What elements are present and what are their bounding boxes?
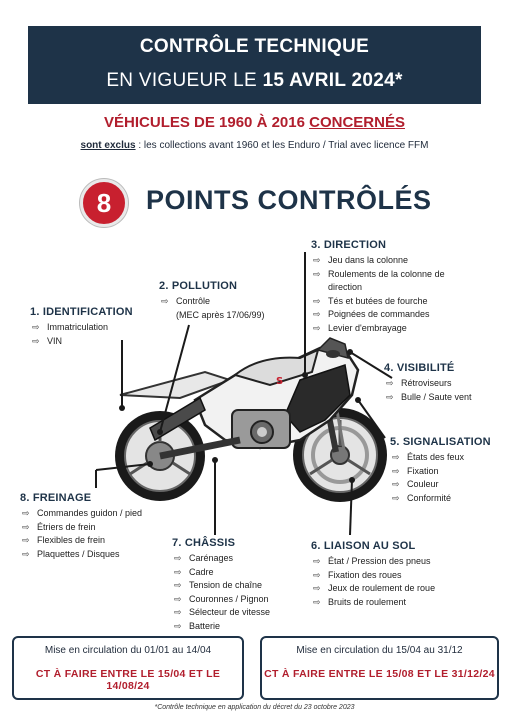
header-title: CONTRÔLE TECHNIQUE	[139, 36, 370, 57]
section-identification-title: 1. IDENTIFICATION	[30, 306, 133, 318]
excluded-text: : les collections avant 1960 et les Enduro / Trial avec licence FFM	[135, 140, 429, 151]
period-box-1	[12, 636, 244, 700]
period-box-2	[260, 636, 499, 700]
section-direction	[311, 239, 445, 335]
list-item: ⇨ Tension de chaîne	[172, 579, 270, 593]
engine	[232, 410, 290, 448]
header-subtitle-date: 15 AVRIL 2024*	[262, 70, 403, 91]
footnote: *Contrôle technique en application du décret du 23 octobre 2023	[154, 704, 355, 711]
vehicles-prefix: VÉHICULES DE 1960 À 2016	[104, 114, 310, 131]
list-item: ⇨ Poignées de commandes	[311, 308, 445, 322]
list-item: ⇨ Couronnes / Pignon	[172, 593, 270, 607]
list-item: ⇨ Roulements de la colonne de	[311, 268, 445, 282]
header-subtitle-prefix: EN VIGUEUR LE	[106, 70, 263, 91]
section-direction-title: 3. DIRECTION	[311, 239, 387, 251]
list-item: ⇨ Jeu dans la colonne	[311, 254, 445, 268]
section-pollution-title: 2. POLLUTION	[159, 280, 238, 292]
section-pollution	[159, 280, 265, 322]
vehicles-underlined: CONCERNÉS	[309, 114, 405, 131]
points-title: POINTS CONTRÔLÉS	[146, 185, 432, 215]
section-identification	[30, 306, 133, 348]
list-item: ⇨ Contrôle	[159, 295, 265, 309]
list-item: ⇨ Rétroviseurs	[384, 377, 472, 391]
section-visibilite-title: 4. VISIBILITÉ	[384, 362, 455, 374]
list-item: direction	[328, 282, 363, 292]
list-item: ⇨ Couleur	[390, 478, 491, 492]
list-item: ⇨ État / Pression des pneus	[311, 555, 435, 569]
section-liaison-au-sol	[311, 540, 435, 609]
list-item: ⇨ Carénages	[172, 552, 270, 566]
period-box-2-dates: Mise en circulation du 15/04 au 31/12	[296, 645, 463, 656]
list-item: ⇨ Plaquettes / Disques	[20, 548, 142, 562]
list-item: ⇨ Fixation des roues	[311, 569, 435, 583]
list-item: ⇨ Fixation	[390, 465, 491, 479]
section-signalisation-title: 5. SIGNALISATION	[390, 436, 491, 448]
section-chassis	[172, 537, 270, 633]
section-chassis-title: 7. CHÂSSIS	[172, 537, 236, 549]
list-item: ⇨ Bulle / Saute vent	[384, 391, 472, 405]
list-item: ⇨ Commandes guidon / pied	[20, 507, 142, 521]
list-item: ⇨ États des feux	[390, 451, 491, 465]
excluded-label: sont exclus	[80, 140, 136, 151]
section-freinage	[20, 492, 142, 561]
list-item: ⇨ Batterie	[172, 620, 270, 634]
list-item: ⇨ Flexibles de frein	[20, 534, 142, 548]
list-item: ⇨ Levier d'embrayage	[311, 322, 445, 336]
list-item: ⇨ Cadre	[172, 566, 270, 580]
list-item: ⇨ VIN	[30, 335, 133, 349]
section-visibilite	[384, 362, 472, 404]
section-liaison-title: 6. LIAISON AU SOL	[311, 540, 416, 552]
points-count-badge: 8	[80, 179, 128, 227]
list-item: ⇨ Jeux de roulement de roue	[311, 582, 435, 596]
list-item: (MEC après 17/06/99)	[176, 309, 265, 320]
list-item: ⇨ Sélecteur de vitesse	[172, 606, 270, 620]
period-box-2-deadline: CT À FAIRE ENTRE LE 15/08 ET LE 31/12/24	[264, 668, 495, 680]
period-box-1-dates: Mise en circulation du 01/01 au 14/04	[44, 645, 212, 656]
list-item: ⇨ Bruits de roulement	[311, 596, 435, 610]
section-signalisation	[390, 436, 491, 505]
section-freinage-title: 8. FREINAGE	[20, 492, 92, 504]
list-item: ⇨ Conformité	[390, 492, 491, 506]
list-item: ⇨ Tés et butées de fourche	[311, 295, 445, 309]
list-item: ⇨ Immatriculation	[30, 321, 133, 335]
period-box-1-deadline: CT À FAIRE ENTRE LE 15/04 ET LE 14/08/24	[35, 668, 221, 692]
list-item: ⇨ Étriers de frein	[20, 521, 142, 535]
svg-text:S: S	[276, 376, 284, 387]
